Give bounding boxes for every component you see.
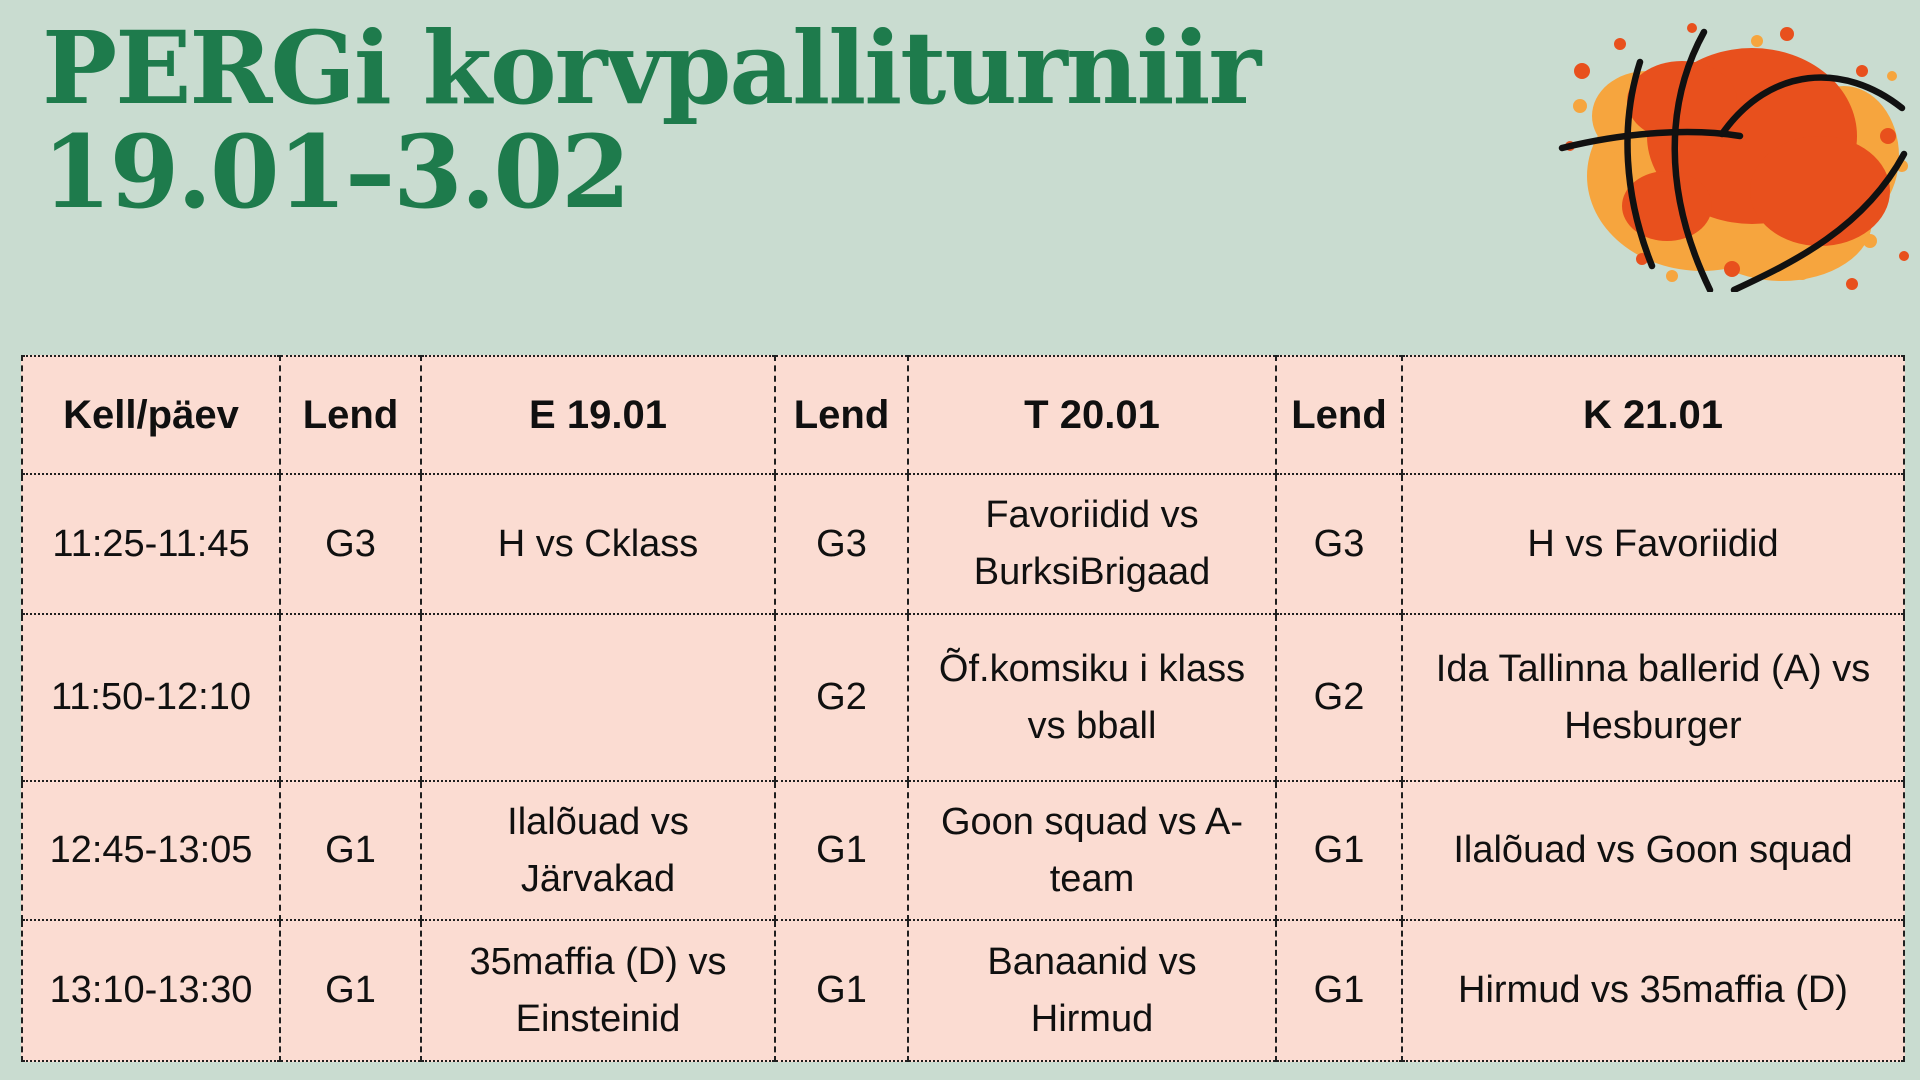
page-title <box>42 9 1260 231</box>
match-cell: Hirmud vs 35maffia (D) <box>1402 920 1904 1061</box>
column-header-time: Kell/päev <box>22 356 280 474</box>
match-cell: Ilalõuad vs Goon squad <box>1402 781 1904 920</box>
time-cell: 13:10-13:30 <box>22 920 280 1061</box>
match-cell: Ida Tallinna ballerid (A) vs Hesburger <box>1402 614 1904 781</box>
court-cell: G1 <box>1276 781 1402 920</box>
match-cell <box>421 614 775 781</box>
match-cell: H vs Favoriidid <box>1402 474 1904 614</box>
header-row <box>22 356 1904 474</box>
schedule-table <box>21 355 1905 1062</box>
table-row <box>22 920 1904 1061</box>
column-header-day-2: T 20.01 <box>908 356 1276 474</box>
match-cell: 35maffia (D) vs Einsteinid <box>421 920 775 1061</box>
column-header-lend-3: Lend <box>1276 356 1402 474</box>
court-cell <box>280 614 421 781</box>
column-header-day-3: K 21.01 <box>1402 356 1904 474</box>
column-header-lend-1: Lend <box>280 356 421 474</box>
court-cell: G2 <box>1276 614 1402 781</box>
time-cell: 11:50-12:10 <box>22 614 280 781</box>
court-cell: G1 <box>775 781 908 920</box>
court-cell: G3 <box>280 474 421 614</box>
column-header-day-1: E 19.01 <box>421 356 775 474</box>
court-cell: G1 <box>280 920 421 1061</box>
time-cell: 12:45-13:05 <box>22 781 280 920</box>
court-cell: G1 <box>280 781 421 920</box>
match-cell: Õf.komsiku i klass vs bball <box>908 614 1276 781</box>
table-row <box>22 781 1904 920</box>
table-row <box>22 474 1904 614</box>
time-cell: 11:25-11:45 <box>22 474 280 614</box>
column-header-lend-2: Lend <box>775 356 908 474</box>
court-cell: G1 <box>775 920 908 1061</box>
court-cell: G1 <box>1276 920 1402 1061</box>
schedule-table-container <box>21 355 1905 1062</box>
title-line2: 19.01–3.02 <box>42 113 629 231</box>
match-cell: Ilalõuad vs Järvakad <box>421 781 775 920</box>
match-cell: H vs Cklass <box>421 474 775 614</box>
court-cell: G2 <box>775 614 908 781</box>
basketball-icon <box>1552 6 1914 292</box>
table-row <box>22 614 1904 781</box>
match-cell: Favoriidid vs BurksiBrigaad <box>908 474 1276 614</box>
court-cell: G3 <box>775 474 908 614</box>
match-cell: Banaanid vs Hirmud <box>908 920 1276 1061</box>
court-cell: G3 <box>1276 474 1402 614</box>
title-line1: PERGi korvpalliturniir <box>42 9 1260 127</box>
match-cell: Goon squad vs A-team <box>908 781 1276 920</box>
